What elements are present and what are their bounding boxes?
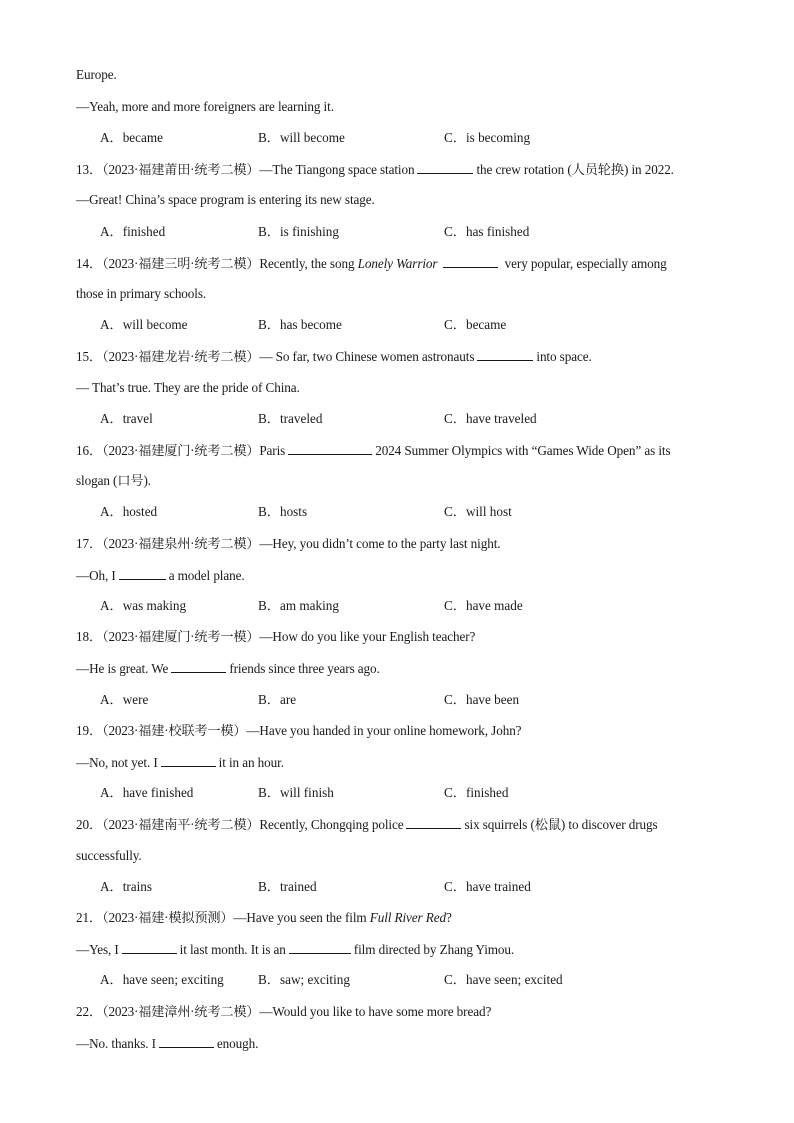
question-number: 16． [76,443,103,458]
question-text: Recently, Chongqing police [259,817,404,832]
option-b: B．saw; exciting [258,972,350,987]
options-q20 [100,879,720,895]
option-b: B．is finishing [258,224,339,239]
text-line: successfully. [76,848,142,863]
song-title: Lonely Warrior [357,256,438,271]
option-a: A．became [100,130,163,145]
question-text: —Would you like to have some more bread? [259,1004,492,1019]
answer-blank [417,161,473,174]
answer-blank [161,754,216,767]
answer-blank [171,660,226,673]
question-16 [76,442,671,459]
dialogue-reply: — That’s true. They are the pride of China. [76,380,300,395]
question-source: （2023·福建厦门·统考二模） [102,443,260,458]
answer-blank [119,567,166,580]
answer-blank [122,941,177,954]
option-c: C．have seen; excited [444,972,563,987]
question-text: the crew rotation (人员轮换) in 2022. [476,162,674,177]
option-a: A．were [100,692,149,707]
question-17 [76,536,500,552]
reply-text: —No, not yet. I [76,755,158,770]
dialogue-reply [76,1035,258,1052]
question-number: 17． [76,536,103,551]
text-line: Europe. [76,67,117,82]
question-text: —Have you handed in your online homework, John? [246,723,522,738]
option-a: A．have finished [100,785,194,800]
reply-text: enough. [216,1036,259,1051]
option-a: A．hosted [100,504,158,519]
question-18 [76,629,475,645]
options-q13 [100,224,720,240]
reply-text: film directed by Zhang Yimou. [353,942,515,957]
option-c: C．have been [444,692,520,707]
dialogue-reply [76,754,284,771]
question-source: （2023·福建漳州·统考二模） [102,1004,260,1019]
question-source: （2023·福建三明·统考二模） [102,256,260,271]
option-b: B．am making [258,598,339,613]
text-line: those in primary schools. [76,286,207,301]
question-text: — So far, two Chinese women astronauts [259,349,475,364]
option-b: B．will finish [258,785,334,800]
question-text: ? [445,910,452,925]
option-a: A．have seen; exciting [100,972,224,987]
reply-text: —Oh, I [76,568,116,583]
question-text: —Hey, you didn’t come to the party last night. [259,536,501,551]
options-q15 [100,411,720,427]
options-q14 [100,317,720,333]
reply-text: it last month. It is an [179,942,286,957]
option-b: B．traveled [258,411,323,426]
option-c: C．have trained [444,879,531,894]
option-c: C．have made [444,598,523,613]
reply-text: —No. thanks. I [76,1036,156,1051]
dialogue-reply [76,941,514,958]
question-number: 13． [76,162,103,177]
question-source: （2023·福建龙岩·统考二模） [102,349,260,364]
question-number: 18． [76,629,103,644]
question-text: —The Tiangong space station [259,162,415,177]
question-text: 2024 Summer Olympics with “Games Wide Open” as its [375,443,671,458]
question-15 [76,348,592,365]
question-text: —Have you seen the film [233,910,370,925]
answer-blank [443,255,498,268]
option-b: B．trained [258,879,317,894]
film-title: Full River Red [369,910,446,925]
dialogue-reply [76,660,380,677]
question-19 [76,723,521,739]
question-number: 20． [76,817,103,832]
options-q19 [100,785,720,801]
question-number: 14． [76,256,103,271]
option-c: C．will host [444,504,512,519]
answer-blank [406,816,461,829]
answer-blank [289,941,351,954]
question-text: six squirrels (松鼠) to discover drugs [464,817,658,832]
option-a: A．will become [100,317,188,332]
reply-text: it in an hour. [218,755,284,770]
question-source: （2023·福建厦门·统考一模） [102,629,260,644]
option-a: A．finished [100,224,166,239]
option-c: C．became [444,317,507,332]
question-text: Paris [259,443,286,458]
question-13 [76,161,674,178]
option-b: B．are [258,692,297,707]
options-q17 [100,598,720,614]
question-source: （2023·福建南平·统考二模） [102,817,260,832]
question-number: 15． [76,349,103,364]
option-c: C．finished [444,785,509,800]
dialogue-reply [76,567,245,584]
reply-text: —Yes, I [76,942,119,957]
question-source: （2023·福建·校联考一模） [102,723,247,738]
question-text: into space. [536,349,592,364]
option-c: C．have traveled [444,411,537,426]
option-a: A．was making [100,598,187,613]
option-b: B．has become [258,317,342,332]
answer-blank [159,1035,214,1048]
answer-blank [288,442,372,455]
question-21 [76,910,452,926]
question-text: Recently, the song [259,256,358,271]
options-q12 [100,130,720,146]
text-line: —Yeah, more and more foreigners are learning it. [76,99,334,114]
text-line: slogan (口号). [76,473,151,488]
question-number: 19． [76,723,103,738]
reply-text: —He is great. We [76,661,169,676]
option-c: C．is becoming [444,130,531,145]
option-c: C．has finished [444,224,530,239]
question-20 [76,816,658,833]
option-b: B．hosts [258,504,308,519]
question-14 [76,255,667,272]
options-q21 [100,972,720,988]
question-source: （2023·福建莆田·统考二模） [102,162,260,177]
options-q16 [100,504,720,520]
option-a: A．travel [100,411,153,426]
reply-text: friends since three years ago. [229,661,380,676]
question-source: （2023·福建泉州·统考二模） [102,536,260,551]
reply-text: a model plane. [168,568,245,583]
option-b: B．will become [258,130,345,145]
question-source: （2023·福建·模拟预测） [102,910,234,925]
question-number: 22． [76,1004,103,1019]
dialogue-reply: —Great! China’s space program is entering its new stage. [76,192,375,207]
answer-blank [477,348,533,361]
question-22 [76,1004,491,1020]
question-number: 21． [76,910,103,925]
option-a: A．trains [100,879,153,894]
question-text: —How do you like your English teacher? [259,629,476,644]
options-q18 [100,692,720,708]
question-text: very popular, especially among [501,256,667,271]
